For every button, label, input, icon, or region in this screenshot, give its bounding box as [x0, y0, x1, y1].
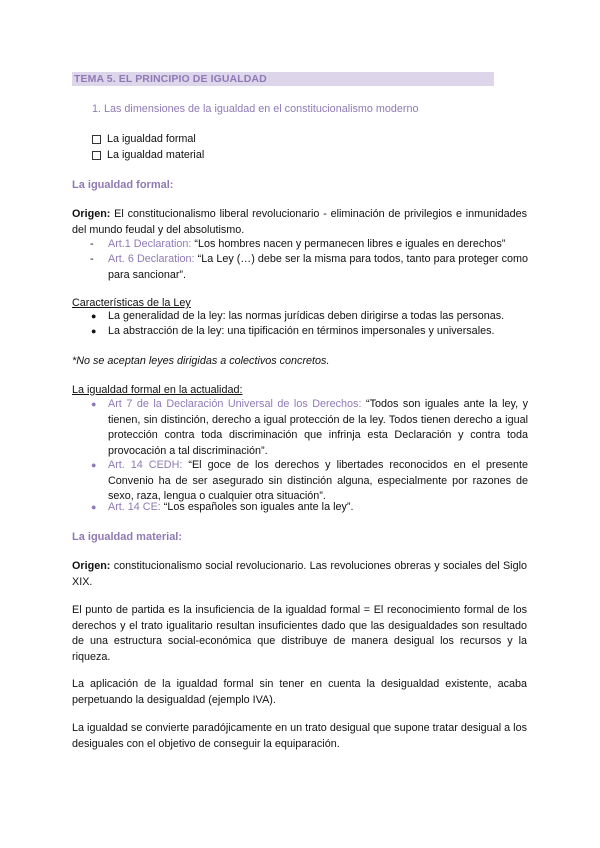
- formal-origin-paragraph: [72, 207, 527, 238]
- checkbox-icon[interactable]: [92, 151, 101, 160]
- checklist-label: La igualdad material: [107, 149, 205, 161]
- checklist-item[interactable]: [92, 148, 204, 162]
- bullet-item: [91, 500, 528, 516]
- quote-text: “El goce de los derechos y libertades reconocidos en el presente Convenio ha de ser asegurado sin distinción alguna, especialmente por razones de sexo, raza, lengua o cualquier otra situación”.: [108, 459, 528, 503]
- bullet-icon: ●: [91, 460, 97, 470]
- checkbox-icon[interactable]: [92, 135, 101, 144]
- article-reference: Art. 14 CE:: [108, 501, 161, 513]
- dash-icon: -: [90, 238, 94, 250]
- actual-heading: La igualdad formal en la actualidad:: [72, 384, 243, 396]
- article-reference: Art. 6 Declaration:: [108, 253, 195, 265]
- article-reference: Art 7 de la Declaración Universal de los Derechos:: [108, 398, 362, 410]
- checklist-label: La igualdad formal: [107, 133, 196, 145]
- origin-text: constitucionalismo social revolucionario. Las revoluciones obreras y sociales del Siglo XIX.: [72, 560, 527, 588]
- formal-heading: La igualdad formal:: [72, 179, 174, 191]
- quote-text: “Los españoles son iguales ante la ley”.: [160, 501, 354, 513]
- bullet-icon: ●: [91, 311, 97, 321]
- origin-text: El constitucionalismo liberal revolucionario - eliminación de privilegios e inmunidades del mundo feudal y del absolutismo.: [72, 208, 527, 236]
- section-heading: 1. Las dimensiones de la igualdad en el constitucionalismo moderno: [92, 103, 419, 115]
- bullet-item: [91, 397, 529, 459]
- bullet-item: [91, 324, 528, 340]
- quote-text: “La Ley (…) debe ser la misma para todos, tanto para proteger como para sancionar”.: [108, 253, 528, 281]
- bullet-icon: ●: [91, 502, 97, 512]
- bullet-item: [91, 458, 528, 505]
- material-origin-paragraph: [72, 559, 527, 590]
- doc-title: TEMA 5. EL PRINCIPIO DE IGUALDAD: [74, 73, 267, 85]
- characteristics-heading: Características de la Ley: [72, 297, 191, 309]
- dash-item: [90, 237, 528, 253]
- material-heading: La igualdad material:: [72, 531, 183, 543]
- article-reference: Art.1 Declaration:: [108, 238, 192, 250]
- bullet-item: [91, 309, 528, 325]
- article-reference: Art. 14 CEDH:: [108, 459, 183, 471]
- quote-text: “Los hombres nacen y permanecen libres e iguales en derechos”: [191, 238, 506, 250]
- bullet-icon: ●: [91, 399, 97, 409]
- material-paragraph: La igualdad se convierte paradójicamente en un trato desigual que supone tratar desigual a los desiguales con el objetivo de conseguir la equiparación.: [72, 722, 527, 750]
- material-paragraph: La aplicación de la igualdad formal sin tener en cuenta la desigualdad existente, acaba perpetuando la desigualdad (ejemplo IVA).: [72, 678, 527, 706]
- dash-icon: -: [90, 253, 94, 265]
- origin-label: Origen:: [72, 208, 111, 220]
- note-text: *No se aceptan leyes dirigidas a colectivos concretos.: [72, 355, 330, 367]
- checklist-item[interactable]: [92, 132, 196, 146]
- bullet-text: La generalidad de la ley: las normas jurídicas deben dirigirse a todas las personas.: [108, 310, 505, 322]
- dash-item: [90, 252, 528, 283]
- bullet-text: La abstracción de la ley: una tipificación en términos impersonales y universales.: [108, 325, 495, 337]
- material-paragraph: El punto de partida es la insuficiencia de la igualdad formal = El reconocimiento formal de los derechos y el trato igualitario resultan insuficientes dado que las desigualdades son resultado de una estructura social-económica que distribuye de manera desigual los recursos y la riqueza.: [72, 604, 527, 663]
- quote-text: “Todos son iguales ante la ley, y tienen, sin distinción, derecho a igual protección de la ley. Todos tienen derecho a igual protección contra toda discriminación que infrinja esta Declaración y contra toda provocación a tal discriminación”.: [108, 398, 529, 457]
- origin-label: Origen:: [72, 560, 111, 572]
- bullet-icon: ●: [91, 326, 97, 336]
